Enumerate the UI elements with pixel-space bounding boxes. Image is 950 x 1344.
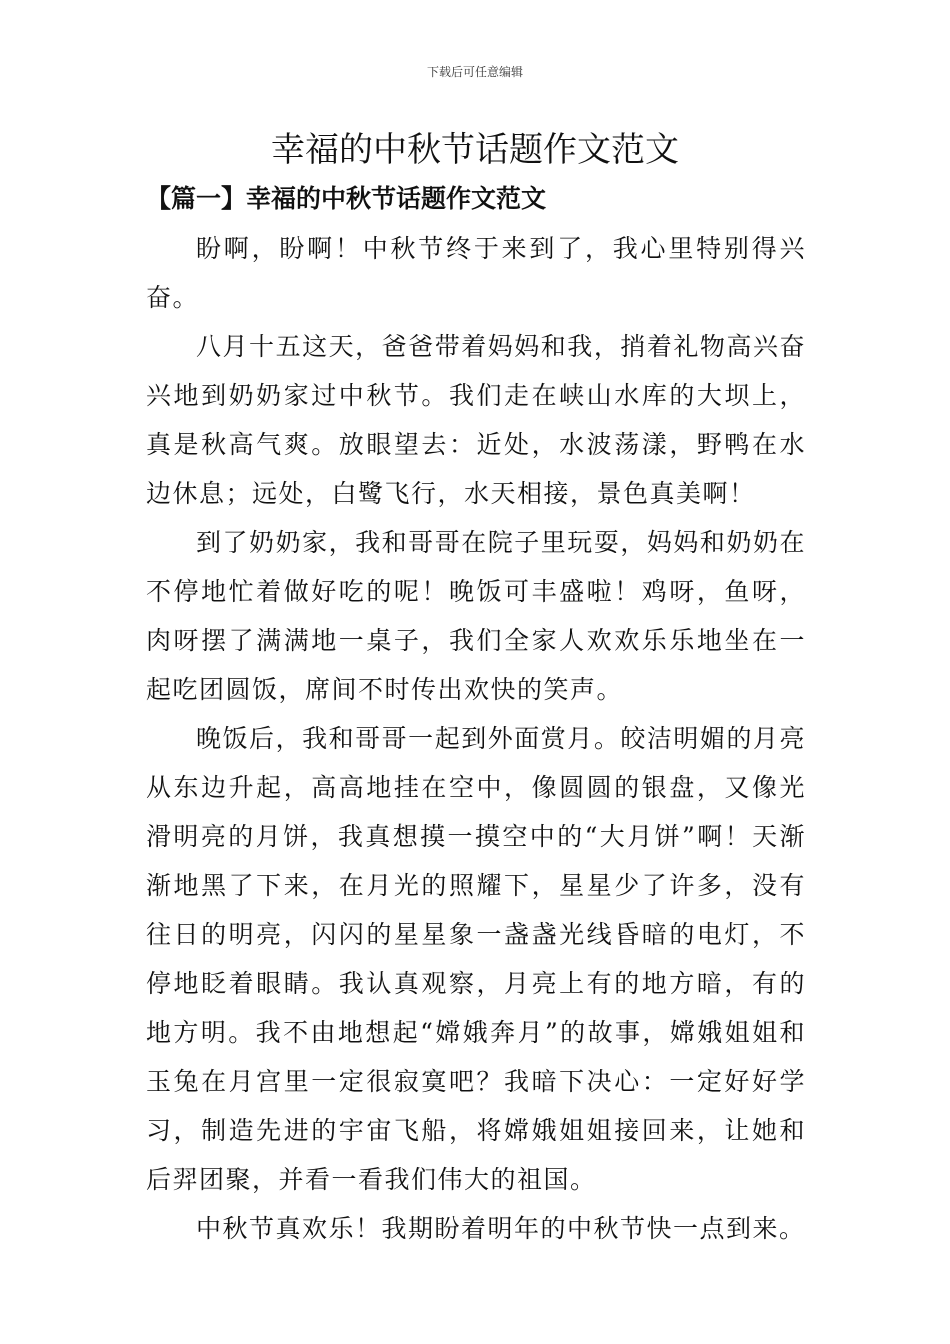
paragraph: 晚饭后，我和哥哥一起到外面赏月。皎洁明媚的月亮从东边升起，高高地挂在空中，像圆圆的银盘，又像光滑明亮的月饼，我真想摸一摸空中的“大月饼”啊！天渐渐地黑了下来，在月光的照耀下，星星少了许多，没有往日的明亮，闪闪的星星象一盏盏光线昏暗的电灯，不停地眨着眼睛。我认真观察，月亮上有的地方暗，有的地方明。我不由地想起“嫦娥奔月”的故事，嫦娥姐姐和玉兔在月宫里一定很寂寞吧？我暗下决心：一定好好学习，制造先进的宇宙飞船，将嫦娥姐姐接回来，让她和后羿团聚，并看一看我们伟大的祖国。	[146, 724, 806, 1194]
header-note: 下载后可任意编辑	[426, 65, 523, 79]
section-heading: 【篇一】幸福的中秋节话题作文范文	[146, 184, 547, 213]
paragraph: 盼啊，盼啊！中秋节终于来到了，我心里特别得兴奋。	[146, 234, 806, 312]
paragraph: 到了奶奶家，我和哥哥在院子里玩耍，妈妈和奶奶在不停地忙着做好吃的呢！晚饭可丰盛啦！鸡呀，鱼呀，肉呀摆了满满地一桌子，我们全家人欢欢乐乐地坐在一起吃团圆饭，席间不时传出欢快的笑声。	[146, 528, 806, 704]
essay-body	[146, 224, 806, 1253]
paragraph: 中秋节真欢乐！我期盼着明年的中秋节快一点到来。	[196, 1214, 806, 1243]
document-title: 幸福的中秋节话题作文范文	[271, 130, 679, 170]
paragraph: 八月十五这天，爸爸带着妈妈和我，捎着礼物高兴奋兴地到奶奶家过中秋节。我们走在峡山水库的大坝上，真是秋高气爽。放眼望去：近处，水波荡漾，野鸭在水边休息；远处，白鹭飞行，水天相接，景色真美啊！	[146, 332, 806, 508]
